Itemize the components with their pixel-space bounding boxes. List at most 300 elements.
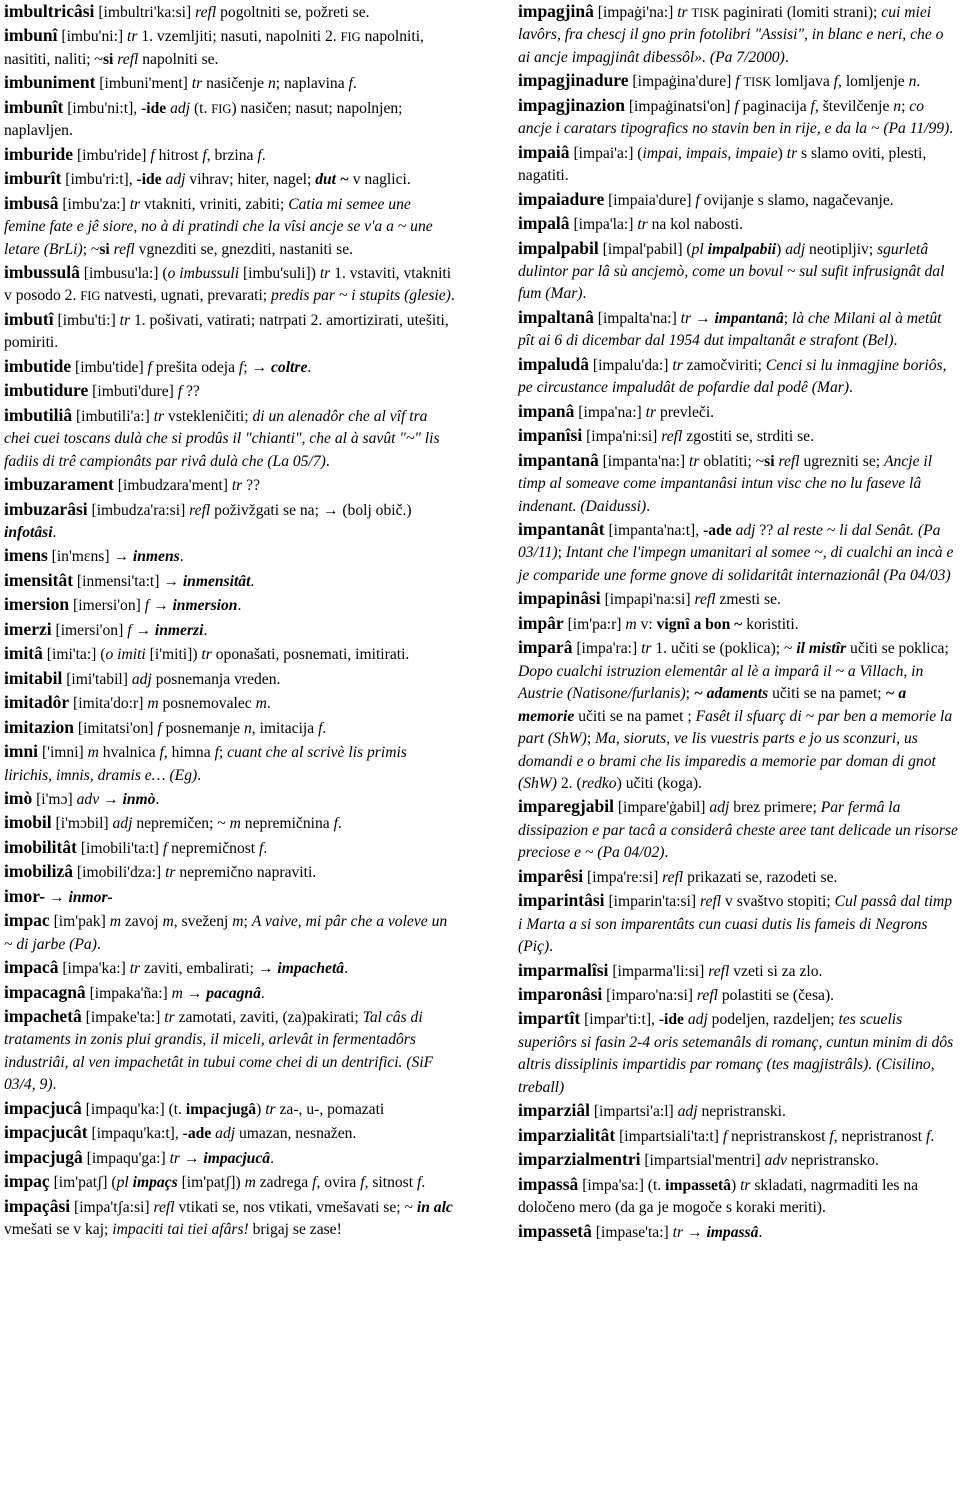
- entry-text: f: [925, 1127, 931, 1145]
- entry-text: f: [157, 719, 162, 737]
- entry-headword: imparzialmentri: [518, 1149, 641, 1170]
- entry-text: [impa'la:]: [569, 216, 638, 234]
- entry-text: nepristransko.: [787, 1152, 879, 1170]
- entry-text: m: [229, 815, 241, 833]
- entry-text: tr: [672, 1223, 684, 1241]
- entry-headword: impassetâ: [518, 1220, 592, 1241]
- entry-text: [imparo'na:si]: [602, 987, 697, 1005]
- entry-text: ;: [685, 685, 694, 703]
- entry-text: si: [764, 452, 775, 470]
- entry-headword: imersion: [4, 594, 70, 615]
- entry-headword: imparmalîsi: [518, 959, 609, 980]
- entry-text: n: [267, 75, 276, 93]
- entry-text: tr: [637, 216, 648, 234]
- dictionary-entry: [518, 94, 958, 141]
- entry-text: in alc: [416, 1198, 453, 1216]
- entry-text: f: [695, 191, 700, 209]
- entry-text: tr: [677, 4, 688, 21]
- entry-text: [imbudzara'ment]: [113, 477, 232, 495]
- entry-text: [impare'ġabil]: [613, 799, 710, 817]
- entry-text: .: [155, 790, 160, 808]
- entry-text: ): [777, 144, 787, 162]
- entry-text: adj: [215, 1125, 236, 1143]
- entry-text: [imbu'za:]: [58, 195, 130, 213]
- entry-text: f: [417, 1174, 422, 1192]
- entry-text: [im'pa:r]: [563, 615, 626, 633]
- entry-text: .: [916, 73, 921, 91]
- entry-text: f: [214, 744, 219, 762]
- entry-text: nepremičnina: [240, 815, 334, 833]
- entry-text: impassetâ: [665, 1176, 731, 1194]
- entry-text: f: [127, 621, 132, 639]
- entry-headword: imparonâsi: [518, 984, 603, 1005]
- entry-text: .: [893, 332, 898, 350]
- entry-text: vtikati se, nos vtikati, vmešavati se; ~: [174, 1198, 417, 1216]
- entry-text: [imbu'suli]): [239, 264, 320, 282]
- entry-text: [impanta'na:t],: [604, 521, 704, 539]
- dictionary-entry: [518, 400, 958, 424]
- entry-text: [impal'pabil] (: [598, 240, 692, 258]
- entry-text: [inmensi'ta:t] →: [73, 572, 183, 590]
- entry-text: 1. učiti se (poklica); ~: [651, 640, 797, 658]
- entry-text: v svaštvo stopiti;: [721, 893, 835, 911]
- entry-headword: imobil: [4, 812, 52, 833]
- entry-text: →: [149, 597, 173, 615]
- entry-headword: impâr: [518, 612, 564, 633]
- entry-text: tr: [231, 477, 243, 495]
- entry-text: [impartsiali'ta:t]: [615, 1127, 723, 1145]
- dictionary-entry: [4, 71, 456, 95]
- entry-text: [impa'ra:]: [572, 640, 642, 658]
- entry-text: , imitacija: [251, 719, 319, 737]
- entry-text: .: [260, 984, 265, 1002]
- entry-text: [impai'a:] (: [569, 144, 643, 162]
- dictionary-entry: [518, 1099, 958, 1123]
- dictionary-entry: [518, 612, 958, 636]
- entry-text: m: [255, 695, 267, 713]
- entry-text: .: [96, 935, 101, 953]
- entry-text: .: [582, 285, 587, 303]
- entry-text: adj: [112, 815, 133, 833]
- dictionary-entry: [4, 981, 456, 1005]
- entry-text: f: [833, 73, 839, 91]
- entry-text: sgurletâ dulintor par lâ sù ancjemò, come un bovul ~ sul sufit infrusignât dal fum (Mar): [518, 240, 945, 303]
- dictionary-entry: [4, 473, 456, 497]
- entry-text: adj: [165, 171, 186, 189]
- entry-text: vstekleničiti;: [164, 407, 253, 425]
- entry-text: [impaġi'na:]: [593, 4, 678, 21]
- dictionary-entry: [4, 569, 456, 593]
- entry-headword: imbuzarâsi: [4, 498, 88, 519]
- entry-text: tr: [129, 195, 141, 213]
- entry-text: TISK: [743, 75, 772, 90]
- entry-text: [impaġina'dure]: [628, 73, 736, 91]
- entry-headword: imni: [4, 741, 39, 762]
- dictionary-entry: [518, 188, 958, 212]
- entry-text: refl: [694, 591, 716, 609]
- entry-text: -ade: [703, 521, 732, 539]
- entry-text: impachetâ: [277, 960, 345, 978]
- entry-text: f: [735, 73, 740, 91]
- dictionary-entry: [518, 141, 958, 188]
- entry-text: lomljava: [771, 73, 834, 91]
- entry-headword: impacjucâ: [4, 1097, 82, 1118]
- entry-text: ??: [182, 383, 200, 401]
- entry-text: redko: [581, 774, 617, 792]
- entry-text: tr: [164, 1009, 175, 1027]
- entry-text: impai, impais, impaie: [642, 144, 778, 162]
- entry-headword: imparêsi: [518, 865, 584, 886]
- entry-text: zamočviriti;: [682, 356, 766, 374]
- entry-headword: impacjucât: [4, 1122, 88, 1143]
- dictionary-entry: [4, 787, 456, 811]
- dictionary-entry: [4, 691, 456, 715]
- entry-text: [imbuni'ment]: [95, 75, 192, 93]
- dictionary-entry: [4, 860, 456, 884]
- entry-headword: imparzialitât: [518, 1124, 616, 1145]
- dictionary-entry: [4, 261, 456, 308]
- entry-text: tr: [129, 960, 141, 978]
- entry-text: f: [312, 1174, 317, 1192]
- entry-text: nepristranskost: [727, 1127, 830, 1145]
- entry-text: →: [45, 888, 69, 906]
- entry-text: [imita'do:r]: [69, 695, 148, 713]
- entry-text: Ancje il timp al someave come impantanâsi intun visc che no lu faseve lâ indenant. (Daidussi): [518, 452, 933, 515]
- entry-text: 2. (: [556, 774, 582, 792]
- entry-text: .: [549, 938, 554, 956]
- entry-text: .: [266, 695, 271, 713]
- entry-text: refl: [117, 50, 139, 68]
- entry-text: podeljen, razdeljen;: [707, 1011, 839, 1029]
- entry-text: , ovira: [316, 1174, 361, 1192]
- dictionary-entry: [4, 544, 456, 568]
- entry-text: .: [646, 497, 651, 515]
- entry-text: [impalu'da:]: [589, 356, 673, 374]
- entry-text: vtakniti, vriniti, zabiti;: [140, 195, 289, 213]
- entry-headword: imbunît: [4, 96, 64, 117]
- entry-text: vignî a bon ~: [656, 615, 743, 633]
- entry-text: impassâ: [706, 1223, 759, 1241]
- entry-text: [impa'ni:si]: [582, 428, 662, 446]
- entry-text: refl: [189, 501, 211, 519]
- entry-text: impantanâ: [714, 309, 784, 327]
- dictionary-entry: [4, 192, 456, 261]
- entry-text: tr: [786, 144, 798, 162]
- entry-text: ) učiti (koga).: [616, 774, 702, 792]
- entry-text: -ide: [136, 171, 162, 189]
- entry-text: f: [333, 815, 338, 833]
- entry-text: 1. vstaviti, vtakniti v posodo 2.: [4, 264, 452, 305]
- entry-text: , sitnost: [364, 1174, 417, 1192]
- entry-text: f: [202, 146, 207, 164]
- entry-text: zmesti se.: [715, 591, 781, 609]
- entry-text: adj: [735, 521, 756, 539]
- entry-text: [impaka'ña:]: [85, 984, 172, 1002]
- entry-headword: imbunî: [4, 25, 58, 46]
- dictionary-entry: [518, 1148, 958, 1172]
- entry-text: f: [734, 97, 739, 115]
- entry-headword: impagjinâ: [518, 1, 594, 21]
- entry-text: .: [322, 719, 327, 737]
- entry-headword: impaç: [4, 1171, 50, 1192]
- dictionary-entry: [518, 212, 958, 236]
- entry-headword: impacagnâ: [4, 981, 86, 1002]
- entry-text: [imbultri'ka:si]: [94, 4, 196, 21]
- entry-text: ; naplavina: [275, 75, 349, 93]
- entry-text: Cenci si lu inmagjine boriôs, pe circustance impaludât de pofardie dal podê (Mar): [518, 356, 947, 397]
- dictionary-entry: [518, 306, 958, 353]
- entry-text: brez primere;: [729, 799, 821, 817]
- entry-text: adj: [709, 799, 730, 817]
- entry-text: tr: [169, 1149, 180, 1167]
- entry-text: poživžgati se na; → (bolj obič.): [210, 501, 412, 519]
- entry-text: inmò: [122, 790, 156, 808]
- entry-text: dut ~: [315, 171, 349, 189]
- entry-text: nepremičnost: [167, 839, 260, 857]
- entry-text: [impalta'na:]: [593, 309, 681, 327]
- entry-text: al reste ~ li dal Senât. (Pa 03/11): [518, 521, 941, 562]
- dictionary-entry: [4, 618, 456, 642]
- entry-text: predis par ~ i stupits (glesie): [271, 287, 451, 305]
- entry-headword: imensitât: [4, 569, 74, 590]
- entry-headword: impaçâsi: [4, 1195, 71, 1216]
- entry-text: f: [360, 1174, 365, 1192]
- entry-text: oponašati, posnemati, imitirati.: [211, 646, 410, 664]
- entry-text: m: [171, 984, 183, 1002]
- entry-text: tr: [645, 403, 657, 421]
- dictionary-entry: [4, 498, 456, 545]
- entry-text: A vaive, mi pâr che a voleve un ~ di jarbe (Pa): [4, 913, 448, 953]
- entry-text: paginacija: [738, 97, 811, 115]
- entry-text: [i'mɔbil]: [51, 815, 113, 833]
- entry-text: [imbu'ride]: [73, 146, 151, 164]
- dictionary-entry: [4, 642, 456, 666]
- entry-text: natvesti, ugnati, prevarati;: [100, 287, 272, 305]
- entry-text: infotâsi: [4, 523, 53, 541]
- entry-text: refl: [700, 893, 722, 911]
- entry-text: , himna: [163, 744, 215, 762]
- entry-text: tr: [672, 356, 683, 374]
- entry-text: inmens: [132, 548, 180, 566]
- entry-text: refl: [662, 868, 684, 886]
- entry-text: tr: [191, 75, 203, 93]
- entry-text: [imersi'on]: [69, 597, 145, 615]
- entry-text: refl: [153, 1198, 175, 1216]
- entry-text: m: [244, 1174, 256, 1192]
- dictionary-entry: [4, 811, 456, 835]
- entry-text: (t.: [190, 99, 212, 117]
- entry-text: Par fermâ la dissipazion e par tacâ a considerâ cheste aree tant delicade un risorse preciose e ~ (Pa 04/02): [518, 799, 958, 862]
- entry-text: .: [52, 1076, 57, 1094]
- entry-text: umazan, nesnažen.: [235, 1125, 357, 1143]
- dictionary-entry: [4, 909, 456, 956]
- entry-text: f: [722, 1127, 728, 1145]
- entry-text: , brzina: [206, 146, 258, 164]
- entry-headword: imerzi: [4, 618, 52, 639]
- entry-text: [impanta'na:]: [598, 452, 689, 470]
- entry-text: [imparin'ta:si]: [604, 893, 701, 911]
- entry-text: Cul passâ dal timp i Marta a si son imparentâts cun cuasi dutis lis fameis di Negrons (Piç): [518, 893, 953, 956]
- entry-text: [impartsial'mentri]: [640, 1152, 765, 1170]
- entry-text: cuant che al scrivè lis primis lirichis, imnis, dramis e… (Eg): [4, 744, 407, 784]
- entry-headword: impalpabil: [518, 237, 599, 258]
- entry-text: inmor-: [68, 888, 113, 906]
- entry-text: [i'miti]): [145, 646, 202, 664]
- entry-text: [imbuti'dure]: [88, 383, 178, 401]
- entry-headword: impacâ: [4, 957, 59, 978]
- entry-headword: impachetâ: [4, 1006, 82, 1027]
- entry-headword: imbutidure: [4, 380, 89, 401]
- entry-text: [impar'ti:t],: [580, 1011, 659, 1029]
- entry-text: [imbudza'ra:si]: [87, 501, 190, 519]
- entry-text: , številčenje: [814, 97, 894, 115]
- entry-text: impaçs: [132, 1174, 178, 1192]
- dictionary-entry: [4, 716, 456, 740]
- entry-text: učiti se poklica;: [846, 640, 949, 658]
- entry-text: ;: [218, 744, 228, 762]
- entry-text: [impaqu'ka:t],: [87, 1125, 183, 1143]
- entry-text: ): [256, 1100, 266, 1118]
- entry-text: f: [150, 146, 155, 164]
- entry-text: refl: [778, 452, 800, 470]
- entry-headword: imbuzarament: [4, 474, 114, 495]
- entry-headword: impacjugâ: [4, 1146, 83, 1167]
- entry-text: [impapi'na:si]: [600, 591, 695, 609]
- dictionary-entry: [518, 449, 958, 518]
- entry-text: .: [664, 844, 669, 862]
- entry-text: m: [109, 913, 121, 931]
- entry-text: .: [930, 1127, 935, 1145]
- entry-text: brigaj se zase!: [248, 1221, 342, 1239]
- entry-text: , nepristranost: [833, 1127, 926, 1145]
- entry-headword: impartît: [518, 1008, 581, 1029]
- entry-text: →: [182, 984, 207, 1002]
- entry-text: tr: [740, 1176, 751, 1194]
- entry-text: ??: [242, 477, 260, 495]
- entry-text: ; →: [243, 358, 271, 376]
- entry-text: .: [337, 815, 342, 833]
- dictionary-entry: [518, 424, 958, 448]
- entry-text: o imbussuli: [167, 264, 240, 282]
- entry-text: neotipljiv;: [805, 240, 878, 258]
- entry-text: .: [450, 287, 455, 305]
- entry-headword: impapinâsi: [518, 588, 601, 609]
- entry-text: 1. vzemljiti; nasuti, napolniti 2.: [137, 28, 341, 46]
- entry-headword: impaltanâ: [518, 306, 594, 327]
- dictionary-entry: [518, 69, 958, 93]
- entry-text: .: [179, 548, 184, 566]
- dictionary-entry: [4, 96, 456, 143]
- entry-text: prikazati se, razodeti se.: [683, 868, 838, 886]
- entry-text: [imobili'dza:]: [73, 864, 166, 882]
- entry-headword: impaiadure: [518, 188, 605, 209]
- entry-text: si: [102, 50, 114, 68]
- dictionary-entry: [4, 836, 456, 860]
- entry-text: TISK: [691, 6, 720, 20]
- entry-text: učiti se na pamet;: [768, 685, 886, 703]
- entry-text: tr: [119, 311, 131, 329]
- dictionary-entry: [4, 1005, 456, 1097]
- entry-text: [impartsi'a:l]: [589, 1103, 678, 1121]
- entry-text: [imi'tabil]: [62, 670, 132, 688]
- entry-text: [imbu'ni:t],: [63, 99, 142, 117]
- dictionary-entry: [518, 1007, 958, 1099]
- entry-text: là che Milani al à metût pît ai 6 di dicembar dal 1954 dut impaltanât e strafont (Bel): [518, 309, 942, 350]
- entry-text: tr: [165, 864, 176, 882]
- dictionary-entry: [4, 667, 456, 691]
- entry-text: .: [307, 358, 312, 376]
- entry-text: adv: [76, 790, 100, 808]
- entry-text: FIG: [340, 30, 361, 45]
- entry-headword: imobilizâ: [4, 861, 74, 882]
- entry-text: ;: [901, 97, 910, 115]
- entry-text: [impake'ta:]: [81, 1009, 165, 1027]
- entry-text: [imbu'tide]: [71, 358, 148, 376]
- entry-text: f: [238, 358, 244, 376]
- dictionary-entry: [518, 353, 958, 400]
- entry-text: v naglici.: [348, 171, 411, 189]
- entry-headword: imobilitât: [4, 836, 77, 857]
- entry-text: nepristranski.: [697, 1103, 786, 1121]
- entry-text: [imi'ta:] (: [42, 646, 106, 664]
- entry-text: coltre: [271, 358, 308, 376]
- dictionary-entry: [4, 24, 456, 71]
- entry-headword: imparziâl: [518, 1100, 590, 1121]
- entry-text: refl: [661, 428, 683, 446]
- entry-text: nepremičen; ~: [132, 815, 230, 833]
- entry-text: [impa'sa:] (t.: [578, 1176, 666, 1194]
- left-column: [4, 0, 456, 1242]
- dictionary-entry: [4, 740, 456, 787]
- entry-text: ;: [783, 309, 793, 327]
- dictionary-entry: [4, 1195, 456, 1242]
- entry-text: ; ~: [82, 240, 100, 258]
- entry-text: pl: [691, 240, 704, 258]
- entry-text: di un alenadôr che al vîf tra chei cuei toscans dulà che si prodûs il "chianti", che al à savût "~" lis fadiis di trê campionâts par rivâ dulà che (La 05/7): [4, 407, 440, 470]
- entry-headword: impaludâ: [518, 353, 589, 374]
- entry-text: m: [232, 913, 244, 931]
- entry-text: refl: [195, 4, 217, 21]
- entry-text: pacagnâ: [206, 984, 261, 1002]
- entry-text: [imobili'ta:t]: [76, 839, 163, 857]
- entry-text: [impaqu'ka:] (t.: [81, 1100, 186, 1118]
- entry-text: [i'mɔ]: [32, 790, 77, 808]
- entry-text: [impa'tʃa:si]: [70, 1198, 154, 1216]
- entry-text: n: [244, 719, 252, 737]
- entry-text: paginirati (lomiti strani);: [719, 4, 882, 21]
- dictionary-entry: [4, 379, 456, 403]
- dictionary-entry: [518, 1220, 958, 1244]
- dictionary-entry: [4, 956, 456, 980]
- entry-headword: impanîsi: [518, 425, 583, 446]
- entry-text: ) nasičen; nasut; napolnjen; naplavljen.: [4, 99, 403, 140]
- dictionary-entry: [4, 404, 456, 473]
- entry-text: hitrost: [154, 146, 203, 164]
- entry-text: si: [99, 240, 110, 258]
- dictionary-entry: [4, 0, 456, 24]
- entry-headword: impagjinazion: [518, 94, 625, 115]
- entry-text: posnemanja vreden.: [151, 670, 281, 688]
- entry-text: f: [162, 839, 168, 857]
- entry-text: učiti se na pamet ;: [574, 707, 696, 725]
- entry-text: .: [270, 1149, 274, 1167]
- entry-text: ): [776, 240, 786, 258]
- entry-headword: impac: [4, 910, 50, 931]
- dictionary-entry: [4, 1121, 456, 1145]
- entry-text: za-, u-, pomazati: [275, 1100, 385, 1118]
- entry-text: f: [147, 358, 152, 376]
- entry-headword: impaiâ: [518, 141, 570, 162]
